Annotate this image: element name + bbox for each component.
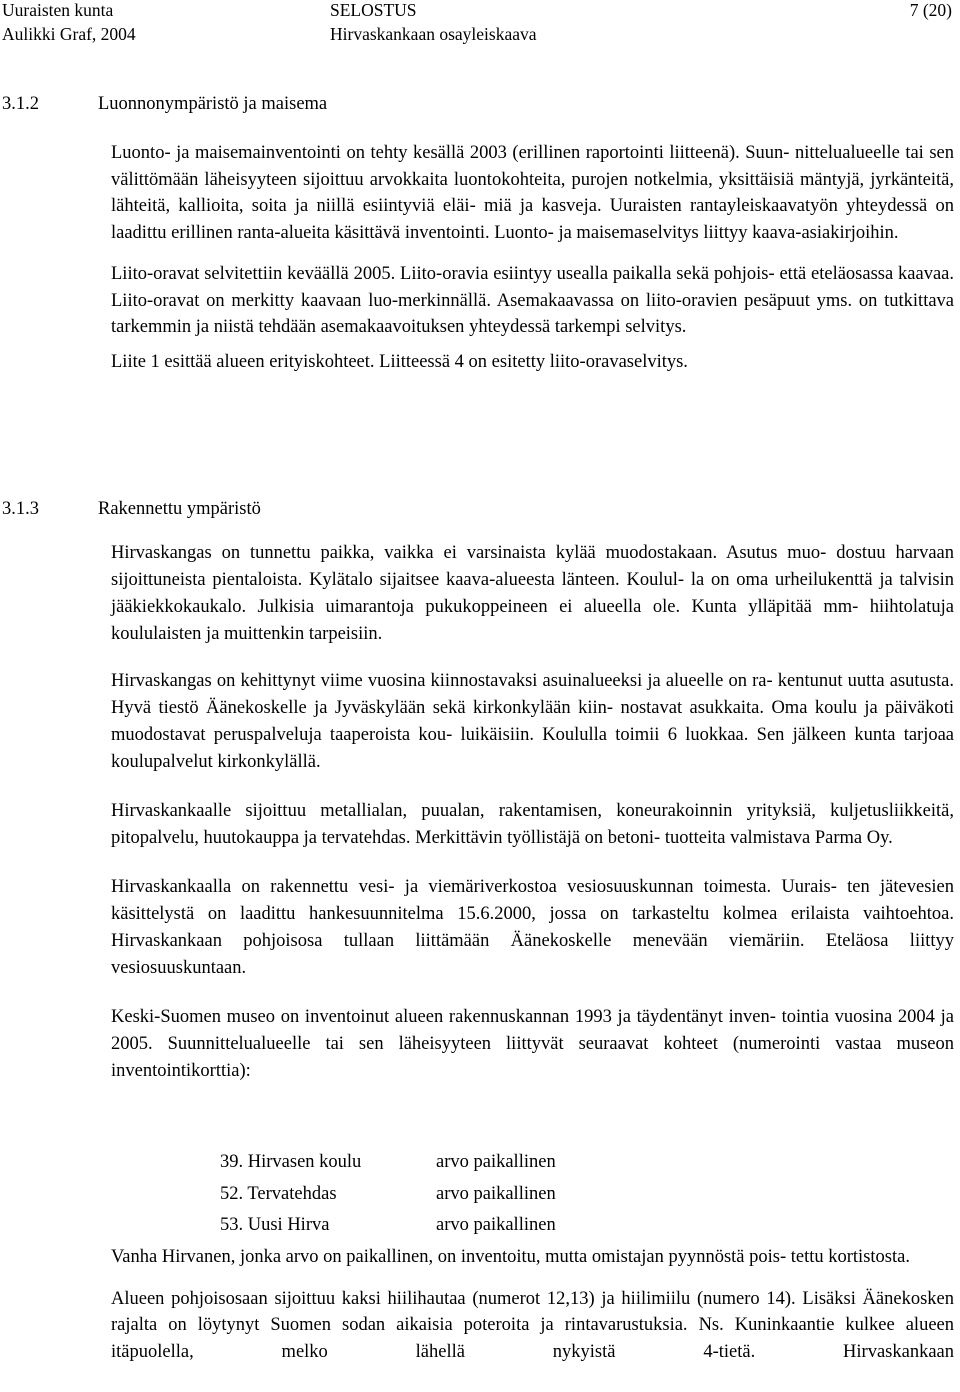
paragraph: Liito-oravat selvitettiin keväällä 2005. Liito-oravia esiintyy usealla paikalla sekä pohjois- että eteläosassa kaavaa. Liito-oravat on merkitty kaavaan luo-merkinnällä. Asemakaavassa on liito-oravien pesäpuut yms. on tutkittava tarkemmin ja niistä tehdään asemakaavoituksen yhteydessä tarkempi selvitys. [111,264,955,337]
section-313-body [111,540,954,1085]
paragraph: Liite 1 esittää alueen erityiskohteet. Liitteessä 4 on esitetty liito-oravaselvitys. [111,351,688,372]
inventory-name: 39. Hirvasen koulu [220,1152,362,1172]
municipality: Uuraisten kunta [2,0,114,20]
paragraph: Hirvaskankaalle sijoittuu metallialan, puualan, rakentamisen, koneurakoinnin yrityksiä, kuljetusliikkeitä, pitopalvelu, huutokauppa ja tervatehdas. Merkittävin työllistäjä on betoni- tuotteita valmistava Parma Oy. [111,801,954,848]
inventory-value: arvo paikallinen [436,1152,556,1172]
section-title: Rakennettu ympäristö [98,499,261,519]
page-number: 7 (20) [909,0,952,20]
inventory-list [220,1150,556,1245]
document-type: SELOSTUS [330,0,417,20]
paragraph: Keski-Suomen museo on inventoinut alueen rakennuskannan 1993 ja täydentänyt inven- tointia vuosina 2004 ja 2005. Suunnittelualueelle tai sen läheisyyteen liittyvät seuraavat kohteet (numerointi vastaa museon inventointikorttia): [111,1007,954,1081]
paragraph: Luonto- ja maisemainventointi on tehty kesällä 2003 (erillinen raportointi liitteenä). Suun- nittelualueelle tai sen välittömään läheisyyteen sijoittuu arvokkaita luontokohteita, purojen notkelmia, yksittäisiä mäntyjä, jyrkänteitä, lähteitä, kallioita, soita ja niillä esiintyviä eläi- miä ja kasveja. Uuraisten rantayleiskaavatyön yhteydessä on laadittu erillinen ranta-alueita käsittävä inventointi. Luonto- ja maisemaselvitys liittyy kaava-asiakirjoihin. [111,143,955,243]
inventory-row [220,1213,556,1245]
inventory-row [220,1182,556,1214]
document-title: Hirvaskankaan osayleiskaava [330,24,537,44]
paragraph: Hirvaskankaalla on rakennettu vesi- ja viemäriverkostoa vesiosuuskunnan toimesta. Uurais- ten jätevesien käsittelystä on laadittu hankesuunnitelma 15.6.2000, jossa on tarkasteltu kolmea erilaista vaihtoehtoa. Hirvaskankaan pohjoisosa tullaan liittämään Äänekoskelle menevään viemäriin. Eteläosa liittyy vesiosuuskuntaan. [111,877,955,978]
inventory-name: 53. Uusi Hirva [220,1215,330,1235]
inventory-value: arvo paikallinen [436,1183,556,1204]
section-313-tail [111,1244,954,1365]
paragraph: Hirvaskangas on tunnettu paikka, vaikka ei varsinaista kylää muodostakaan. Asutus muo- dostuu harvaan sijoittuneista pientaloista. Kylätalo sijaitsee kaava-alueesta länteen. Koulul- la on oma urheilukenttä ja talvisin jääkiekkokaukalo. Julkisia uimarantoja pukukoppeineen ei alueella ole. Kunta ylläpitää mm- hiihtolatuja koululaisten ja muittenkin tarpeisiin. [111,543,954,644]
section-312-body [111,140,954,375]
inventory-value: arvo paikallinen [436,1215,556,1235]
inventory-row [220,1150,556,1182]
paragraph: Hirvaskangas on kehittynyt viime vuosina kiinnostavaksi asuinalueeksi ja alueelle on ra- kentunut uutta asutusta. Hyvä tiestö Äänekoskelle ja Jyväskylään sekä kirkonkylään kiin- nostavat asukkaita. Oma koulu ja päiväkoti muodostavat peruspalveluja taaperoista kou- luikäisiin. Koululla toimii 6 luokkaa. Sen jälkeen kunta tarjoaa koulupalvelut kirkonkylällä. [111,671,955,772]
section-number: 3.1.2 [2,94,39,114]
paragraph: Vanha Hirvanen, jonka arvo on paikallinen, on inventoitu, mutta omistajan pyynnöstä pois- tettu kortistosta. [111,1247,910,1267]
paragraph: Alueen pohjoisosaan sijoittuu kaksi hiilihautaa (numerot 12,13) ja hiilimiilu (numero 14). Lisäksi Äänekosken rajalta on löytynyt Suomen sodan aikaisia poteroita ja rintavarustuksia. Ns. Kuninkaantie kulkee alueen itäpuolella, melko lähellä nykyistä 4-tietä. Hirvaskankaan [111,1288,954,1362]
header-left [2,0,136,48]
section-number: 3.1.3 [2,499,39,519]
header-center [330,0,537,48]
section-title: Luonnonympäristö ja maisema [98,94,328,114]
inventory-name: 52. Tervatehdas [220,1183,337,1204]
author: Aulikki Graf, 2004 [2,24,136,44]
